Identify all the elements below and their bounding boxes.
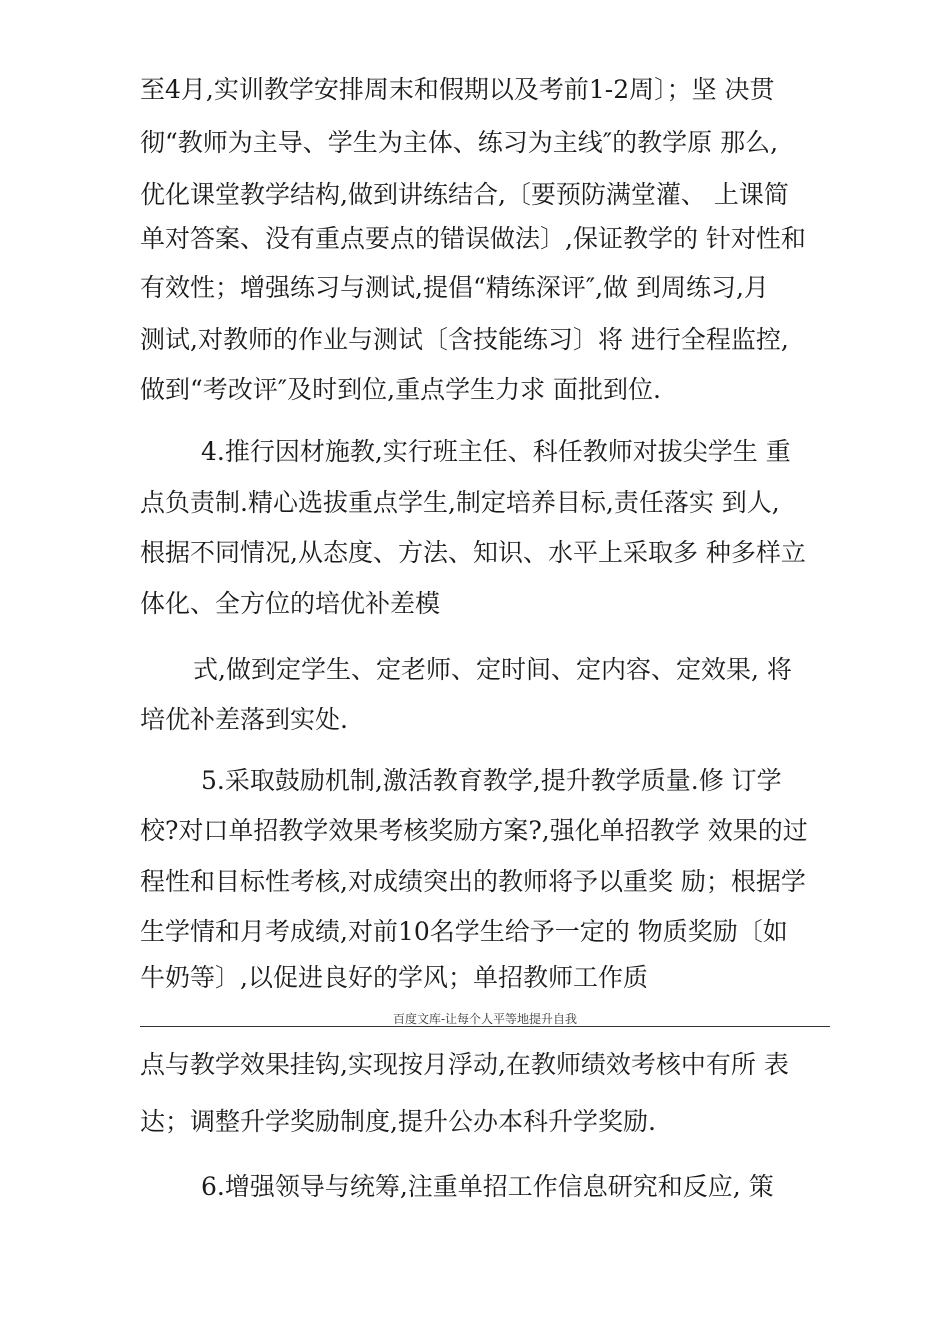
text-line: 式,做到定学生、定老师、定时间、定内容、定效果, 将 bbox=[193, 655, 792, 684]
text-line: 彻“教师为主导、学生为主体、练习为主线″的教学原 那么, bbox=[140, 128, 779, 157]
text-line: 点与教学效果挂钩,实现按月浮动,在教师绩效考核中有所 表 bbox=[140, 1050, 789, 1079]
text-line: 体化、全方位的培优补差模 bbox=[140, 589, 441, 618]
text-line: 有效性；增强练习与测试,提倡“精练深评″,做 到周练习,月 bbox=[140, 273, 769, 302]
footer-divider bbox=[140, 1026, 830, 1027]
text-line: 根据不同情况,从态度、方法、知识、水平上采取多 种多样立 bbox=[140, 538, 806, 567]
text-line: 点负责制.精心选拔重点学生,制定培养目标,责任落实 到人, bbox=[140, 488, 780, 517]
text-line: 4.推行因材施教,实行班主任、科任教师对拔尖学生 重 bbox=[201, 437, 791, 466]
text-line: 校?对口单招教学效果考核奖励方案?,强化单招教学 效果的过 bbox=[140, 816, 808, 845]
text-line: 测试,对教师的作业与测试〔含技能练习〕将 进行全程监控, bbox=[140, 325, 789, 354]
text-line: 至4月,实训教学安排周末和假期以及考前1-2周〕；坚 决贯 bbox=[140, 75, 775, 104]
text-line: 培优补差落到实处. bbox=[140, 705, 348, 734]
text-line: 牛奶等〕,以促进良好的学风；单招教师工作质 bbox=[140, 963, 648, 992]
text-line: 5.采取鼓励机制,激活教育教学,提升教学质量.修 订学 bbox=[201, 766, 782, 795]
text-line: 程性和目标性考核,对成绩突出的教师将予以重奖 励；根据学 bbox=[140, 867, 806, 896]
text-line: 单对答案、没有重点要点的错误做法〕,保证教学的 针对性和 bbox=[140, 224, 806, 253]
text-line: 优化课堂教学结构,做到讲练结合,〔要预防满堂灌、 上课简 bbox=[140, 180, 789, 209]
text-line: 生学情和月考成绩,对前10名学生给予一定的 物质奖励〔如 bbox=[140, 917, 788, 946]
text-line: 做到“考改评″及时到位,重点学生力求 面批到位. bbox=[140, 375, 661, 404]
text-line: 达；调整升学奖励制度,提升公办本科升学奖励. bbox=[140, 1107, 656, 1136]
text-line: 6.增强领导与统筹,注重单招工作信息研究和反应, 策 bbox=[201, 1172, 774, 1201]
page-footer: 百度文库-让每个人平等地提升自我 bbox=[392, 1012, 578, 1026]
